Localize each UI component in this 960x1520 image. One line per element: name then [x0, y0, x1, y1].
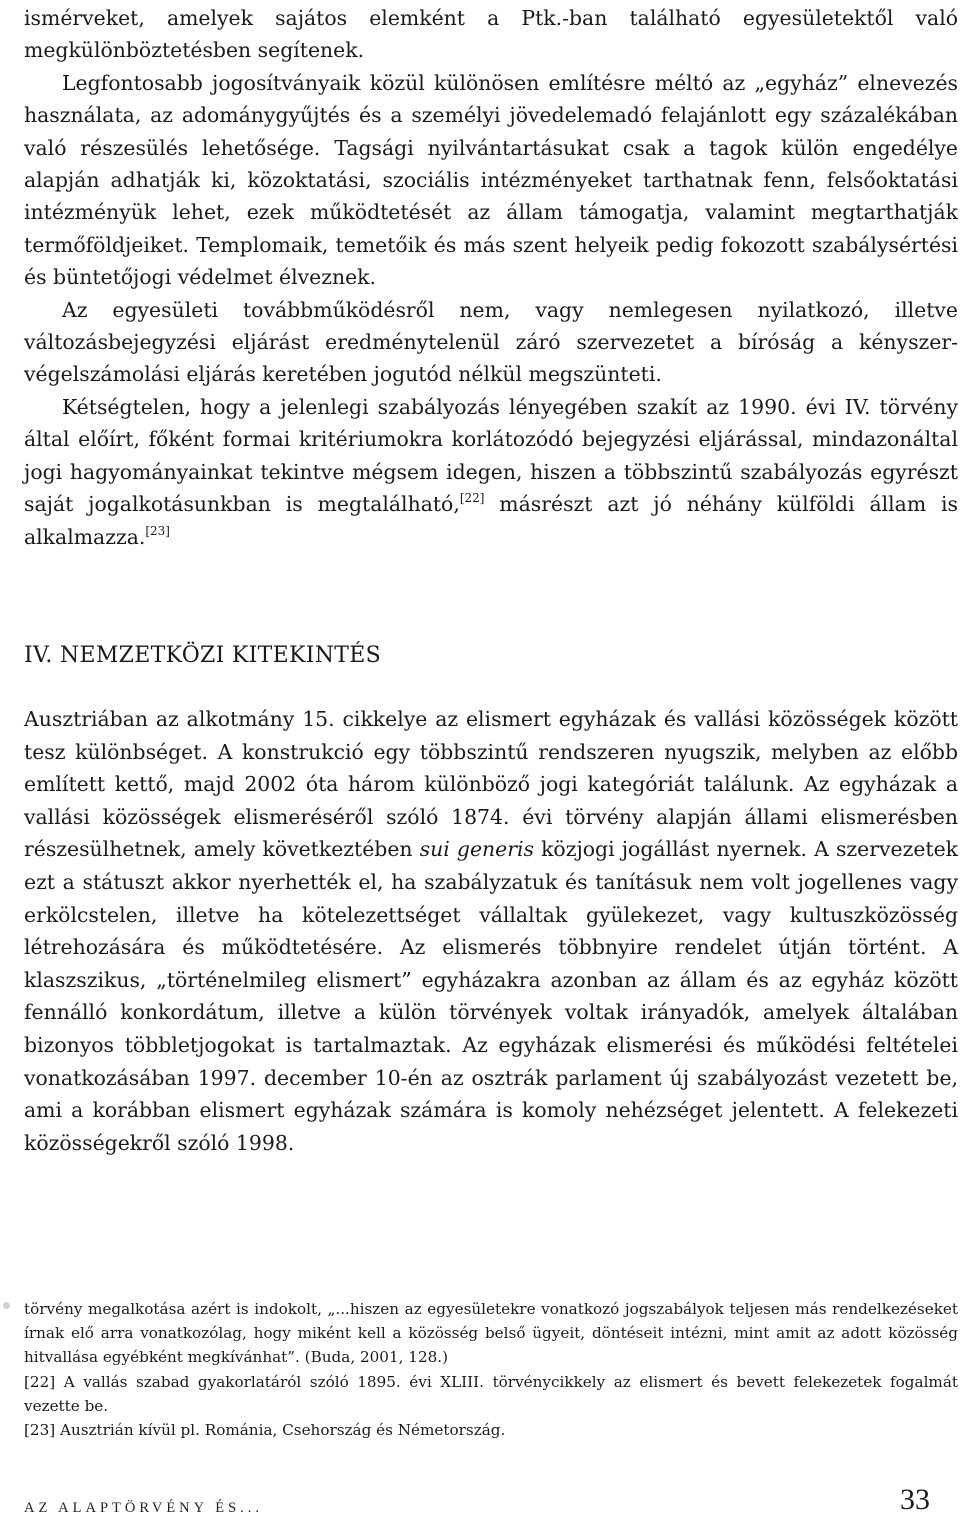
paragraph-dissolution: Az egyesületi továbbműködésről nem, vagy nemlegesen nyilatkozó, illetve változásbejegyzési eljárást eredménytelenül záró szervezetet a bíróság a kényszer-végelszámolási eljárás keretében jogutód nélkül megszünteti. — [24, 297, 958, 387]
document-page — [24, 0, 958, 1520]
body-text — [24, 0, 958, 553]
italic-term: sui generis — [419, 837, 534, 862]
paragraph-austria-text-b: közjogi jogállást nyernek. A szervezetek ezt a státuszt akkor nyerhették el, ha szabályzatuk és tanításuk nem volt jogellenes vagy erkölcstelen, illetve ha kötelezettséget vállaltak gyülekezet, vagy kultuszközösség létrehozására és működtetésére. Az elismerés többnyire rendelet útján történt. A klaszszikus, „történelmileg elismert” egyházakra azonban az állam és az egyház között fennálló konkordátum, illetve a külön törvények voltak irányadók, amelyek általában bizonyos többletjogokat is tartalmaztak. Az egyházak elismerési és működési feltételei vonatkozásában 1997. december 10-én az osztrák parlament új szabályozást vezetett be, ami a korábban elismert egyházak számára is komoly nehézséget jelentett. A felekezeti közösségekről szóló 1998. — [24, 837, 959, 1155]
footnote-23: [23] Ausztrián kívül pl. Románia, Csehország és Németország. — [24, 1421, 506, 1440]
paragraph-continuation: ismérveket, amelyek sajátos elemként a Ptk.-ban található egyesületektől való megkülönböztetésben segítenek. — [24, 6, 958, 63]
paragraph-austria-text-a: Ausztriában az alkotmány 15. cikkelye az elismert egyházak és vallási közösségek között tesz különbséget. A konstrukció egy többszintű rendszeren nyugszik, melyben az előbb említett kettő, majd 2002 óta három különböző jogi kategóriát találunk. Az egyházak a vallási közösségek elismeréséről szóló 1874. évi törvény alapján állami elismerésben részesülhetnek, amely következtében — [24, 707, 958, 862]
footnotes — [24, 1297, 958, 1442]
footnote-bullet-icon — [3, 1302, 10, 1309]
paragraph-regulation-text-b: másrészt azt jó néhány külföldi állam is alkalmazza. — [24, 492, 958, 549]
paragraph-rights: Legfontosabb jogosítványaik közül különösen említésre méltó az „egyház” elnevezés használata, az adománygyűjtés és a személyi jövedelemadó felajánlott egy százalékában való részesülés lehetősége. Tagsági nyilvántartásukat csak a tagok külön engedélye alapján adhatják ki, közoktatási, szociális intézményeket tarthatnak fenn, felsőoktatási intézményük lehet, ezek működtetését az állam támogatja, valamint megtarthatják termőföldjeiket. Templomaik, temetőik és más szent helyeik pedig fokozott szabálysértési és büntetőjogi védelmet élveznek. — [24, 70, 958, 290]
section-heading: IV. NEMZETKÖZI KITEKINTÉS — [24, 643, 381, 668]
paragraph-austria — [24, 703, 958, 1159]
paragraph-regulation — [24, 391, 958, 553]
footnote-ref-22[interactable]: [22] — [459, 491, 485, 506]
footnote-ref-23[interactable]: [23] — [145, 523, 170, 538]
paragraph-regulation-text-a: Kétségtelen, hogy a jelenlegi szabályozás lényegében szakít az 1990. évi IV. törvény által előírt, főként formai kritériumokra korlátozódó bejegyzési eljárással, mindazonáltal jogi hagyományainkat tekintve mégsem idegen, hiszen a többszintű szabályozás egyrészt saját jogalkotásunkban is megtalálható, — [24, 394, 958, 517]
footnote-22: [22] A vallás szabad gyakorlatáról szóló 1895. évi XLIII. törvénycikkely az elismert és bevett felekezetek fogalmát vezette be. — [24, 1372, 958, 1415]
running-footer-title: AZ ALAPTÖRVÉNY ÉS... — [24, 1500, 264, 1516]
footnote-continuation: törvény megalkotása azért is indokolt, „...hiszen az egyesületekre vonatkozó jogszabályok teljesen más rendelkezéseket írnak elő arra vonatkozólag, hogy miként kell a közösség belső ügyeit, döntéseit intézni, mint amit az adott közösség hitvallása egyébként megkívánhat”. (Buda, 2001, 128.) — [24, 1300, 958, 1367]
page-number: 33 — [900, 1483, 930, 1516]
section-body — [24, 703, 958, 1159]
